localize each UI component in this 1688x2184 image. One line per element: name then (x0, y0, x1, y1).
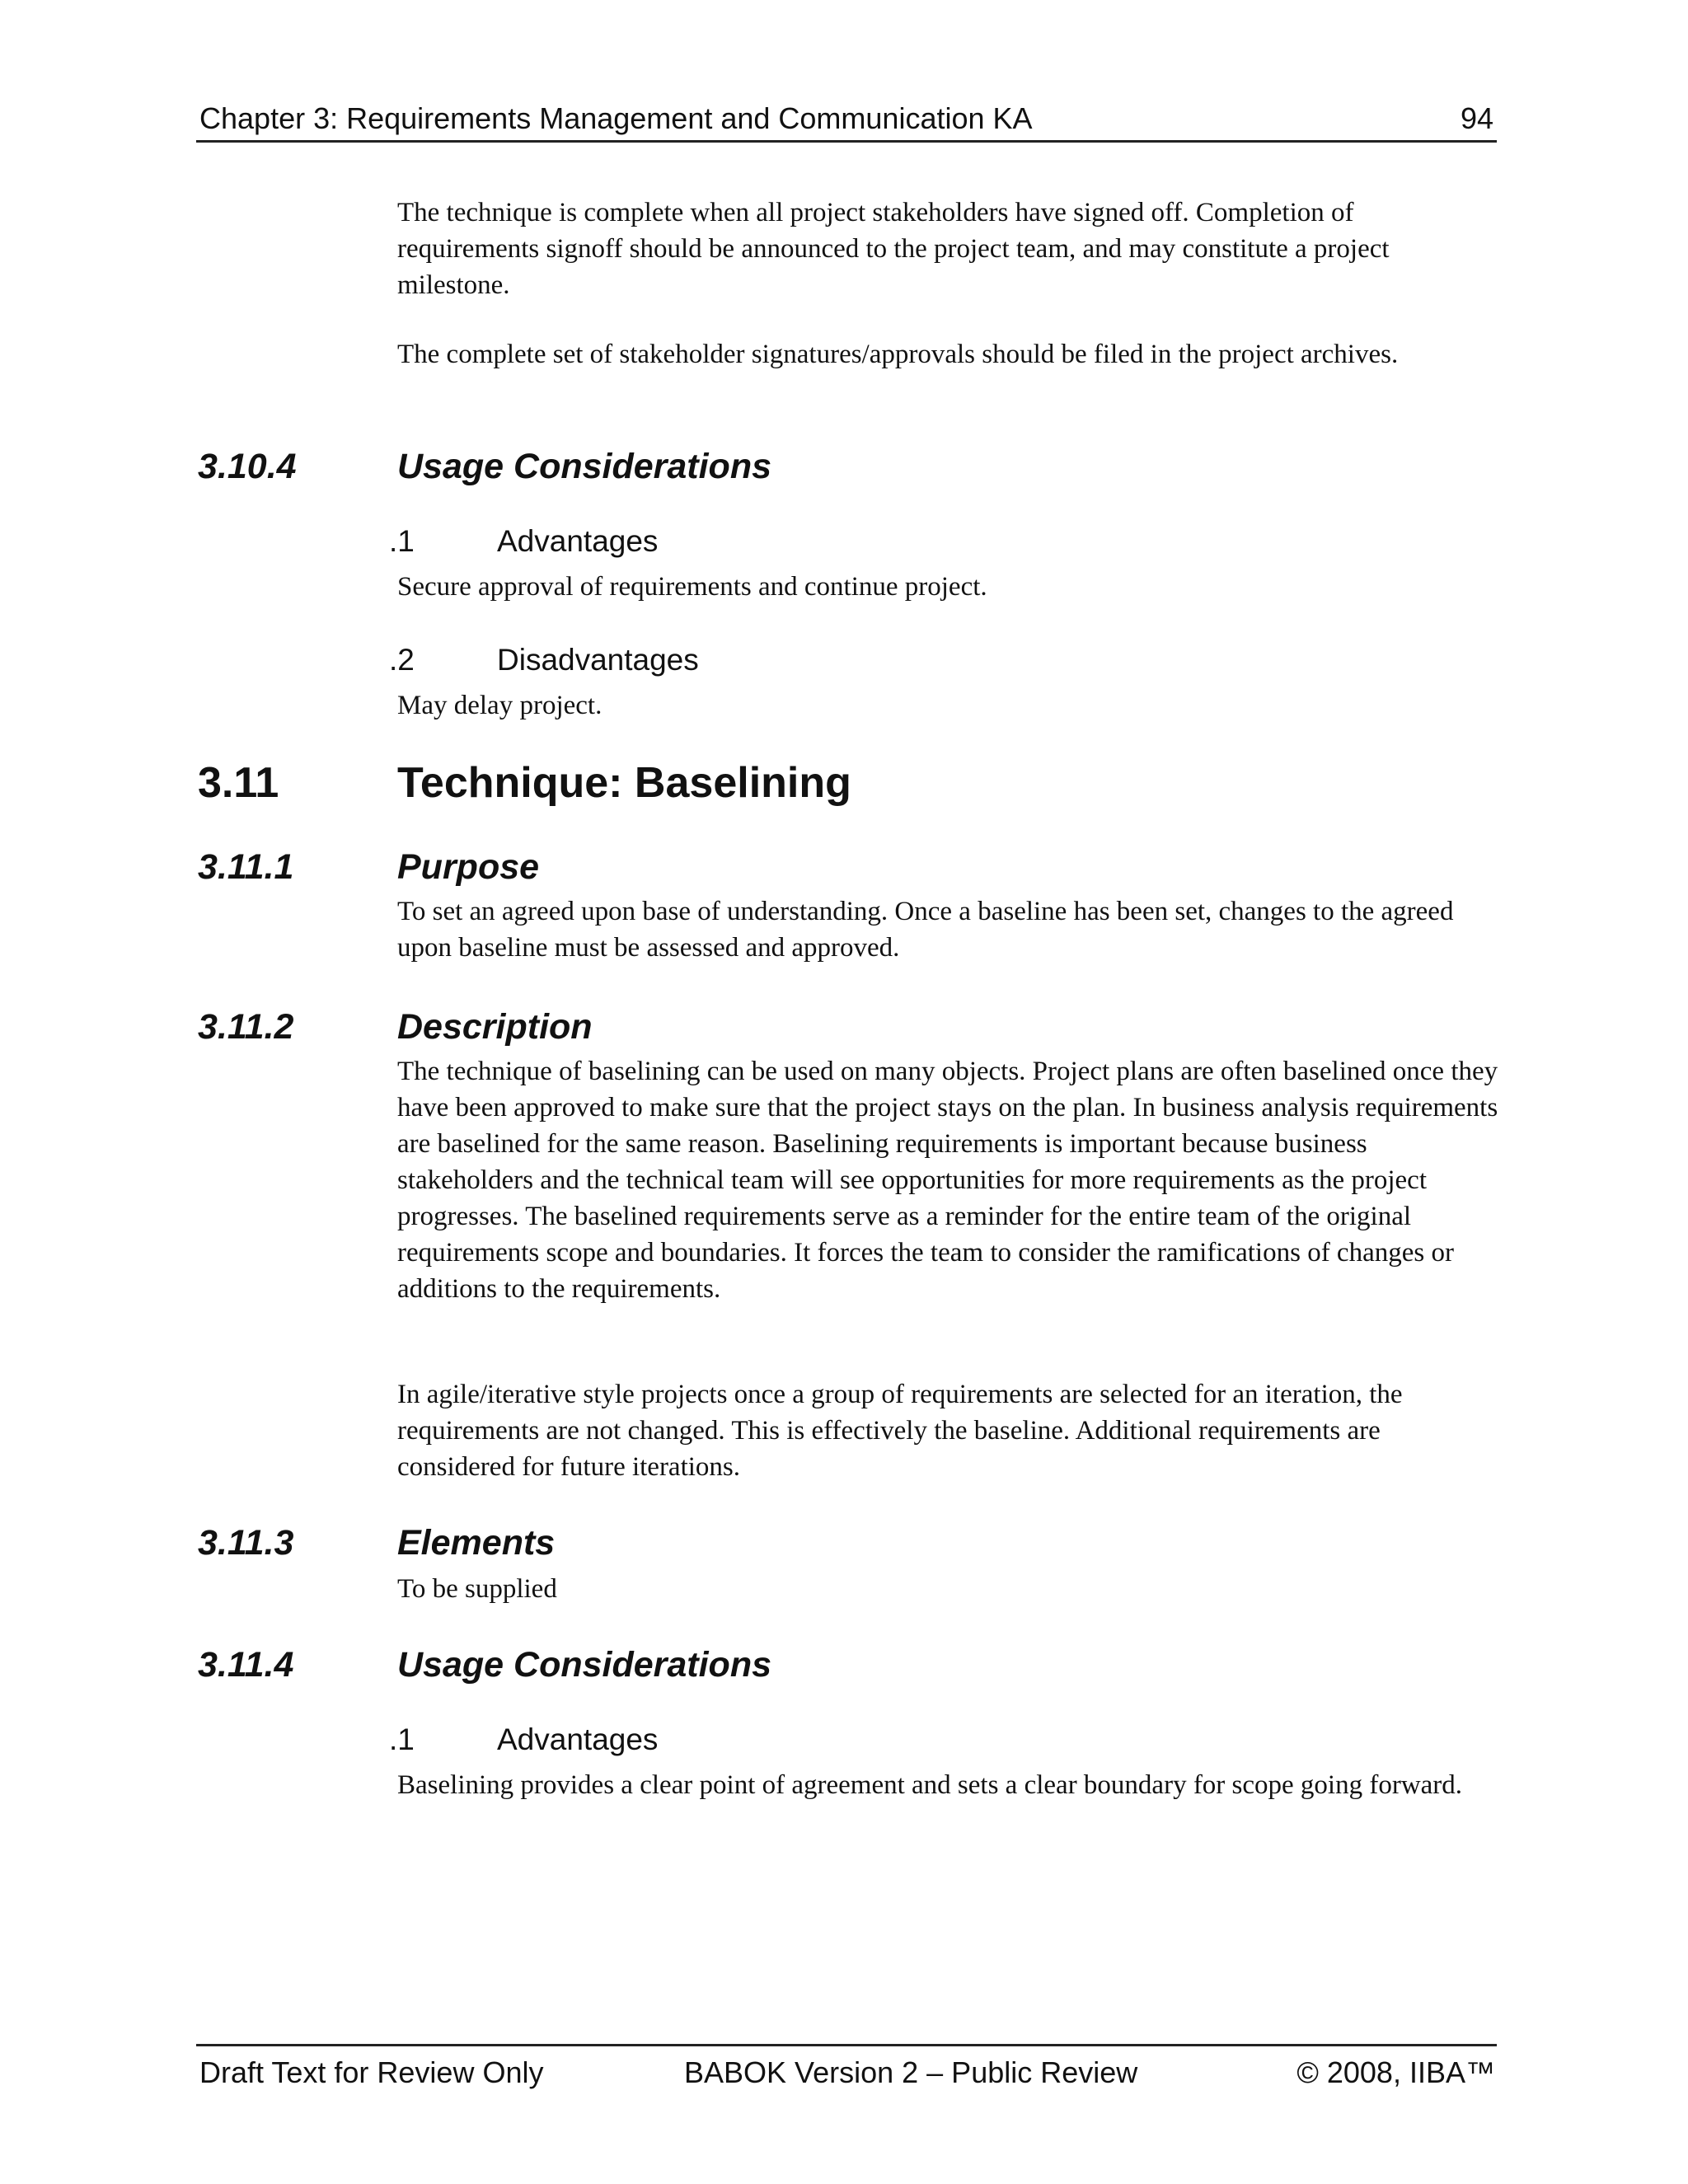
description-paragraph-1: The technique of baselining can be used on many objects. Project plans are often baselined once they have been approved to make sure that the project stays on the plan. In business analysis requirements are baselined for the same reason. Baselining requirements is important because business stakeholders and the technical team will see opportunities for more requirements as the project progresses. The baselined requirements serve as a reminder for the entire team of the original requirements scope and boundaries. It forces the team to consider the ramifications of changes or additions to the requirements. (397, 1057, 1498, 1304)
section-3-11-title: Technique: Baselining (397, 759, 851, 807)
page-number: 94 (1460, 101, 1493, 135)
section-3-11-number: 3.11 (198, 759, 279, 807)
disadvantages-2-text: May delay project. (397, 691, 603, 720)
page-footer (196, 2044, 1497, 2089)
section-3-11-1-title: Purpose (397, 847, 540, 887)
footer-copyright: © 2008, IIBA™ (1296, 2055, 1495, 2089)
disadvantages-2-number: .2 (389, 643, 415, 677)
section-3-10-4-title: Usage Considerations (397, 447, 771, 486)
advantages-1-text: Secure approval of requirements and continue project. (397, 572, 987, 602)
advantages-1-title: Advantages (497, 524, 659, 558)
advantages-3-11-4-number: .1 (389, 1722, 415, 1756)
footer-version: BABOK Version 2 – Public Review (684, 2055, 1138, 2089)
intro-paragraph-2: The complete set of stakeholder signatures/approvals should be filed in the project archives. (397, 340, 1399, 369)
description-paragraph-2: In agile/iterative style projects once a group of requirements are selected for an iteration, the requirements are not changed. This is effectively the baseline. Additional requirements are considered for future iterations. (397, 1380, 1403, 1482)
chapter-title: Chapter 3: Requirements Management and Communication KA (199, 101, 1033, 135)
elements-text: To be supplied (397, 1574, 557, 1604)
footer-draft-notice: Draft Text for Review Only (199, 2055, 544, 2089)
section-3-11-2-number: 3.11.2 (198, 1007, 294, 1047)
advantages-3-11-4-text: Baselining provides a clear point of agreement and sets a clear boundary for scope going forward. (397, 1770, 1463, 1800)
section-3-10-4-number: 3.10.4 (198, 447, 297, 486)
disadvantages-2-title: Disadvantages (497, 643, 699, 677)
section-3-11-1-number: 3.11.1 (198, 847, 294, 887)
advantages-3-11-4-title: Advantages (497, 1722, 659, 1756)
section-3-11-3-title: Elements (397, 1523, 556, 1563)
advantages-1-number: .1 (389, 524, 415, 558)
section-3-11-3-number: 3.11.3 (198, 1523, 294, 1563)
section-3-11-4-number: 3.11.4 (198, 1645, 294, 1685)
page-header (196, 97, 1497, 143)
intro-paragraph-1: The technique is complete when all project stakeholders have signed off. Completion of requirements signoff should be announced to the project team, and may constitute a project milestone. (397, 198, 1390, 300)
purpose-text: To set an agreed upon base of understanding. Once a baseline has been set, changes to the agreed upon baseline must be assessed and approved. (397, 897, 1454, 963)
section-3-11-2-title: Description (397, 1007, 593, 1047)
section-3-11-4-title: Usage Considerations (397, 1645, 771, 1685)
